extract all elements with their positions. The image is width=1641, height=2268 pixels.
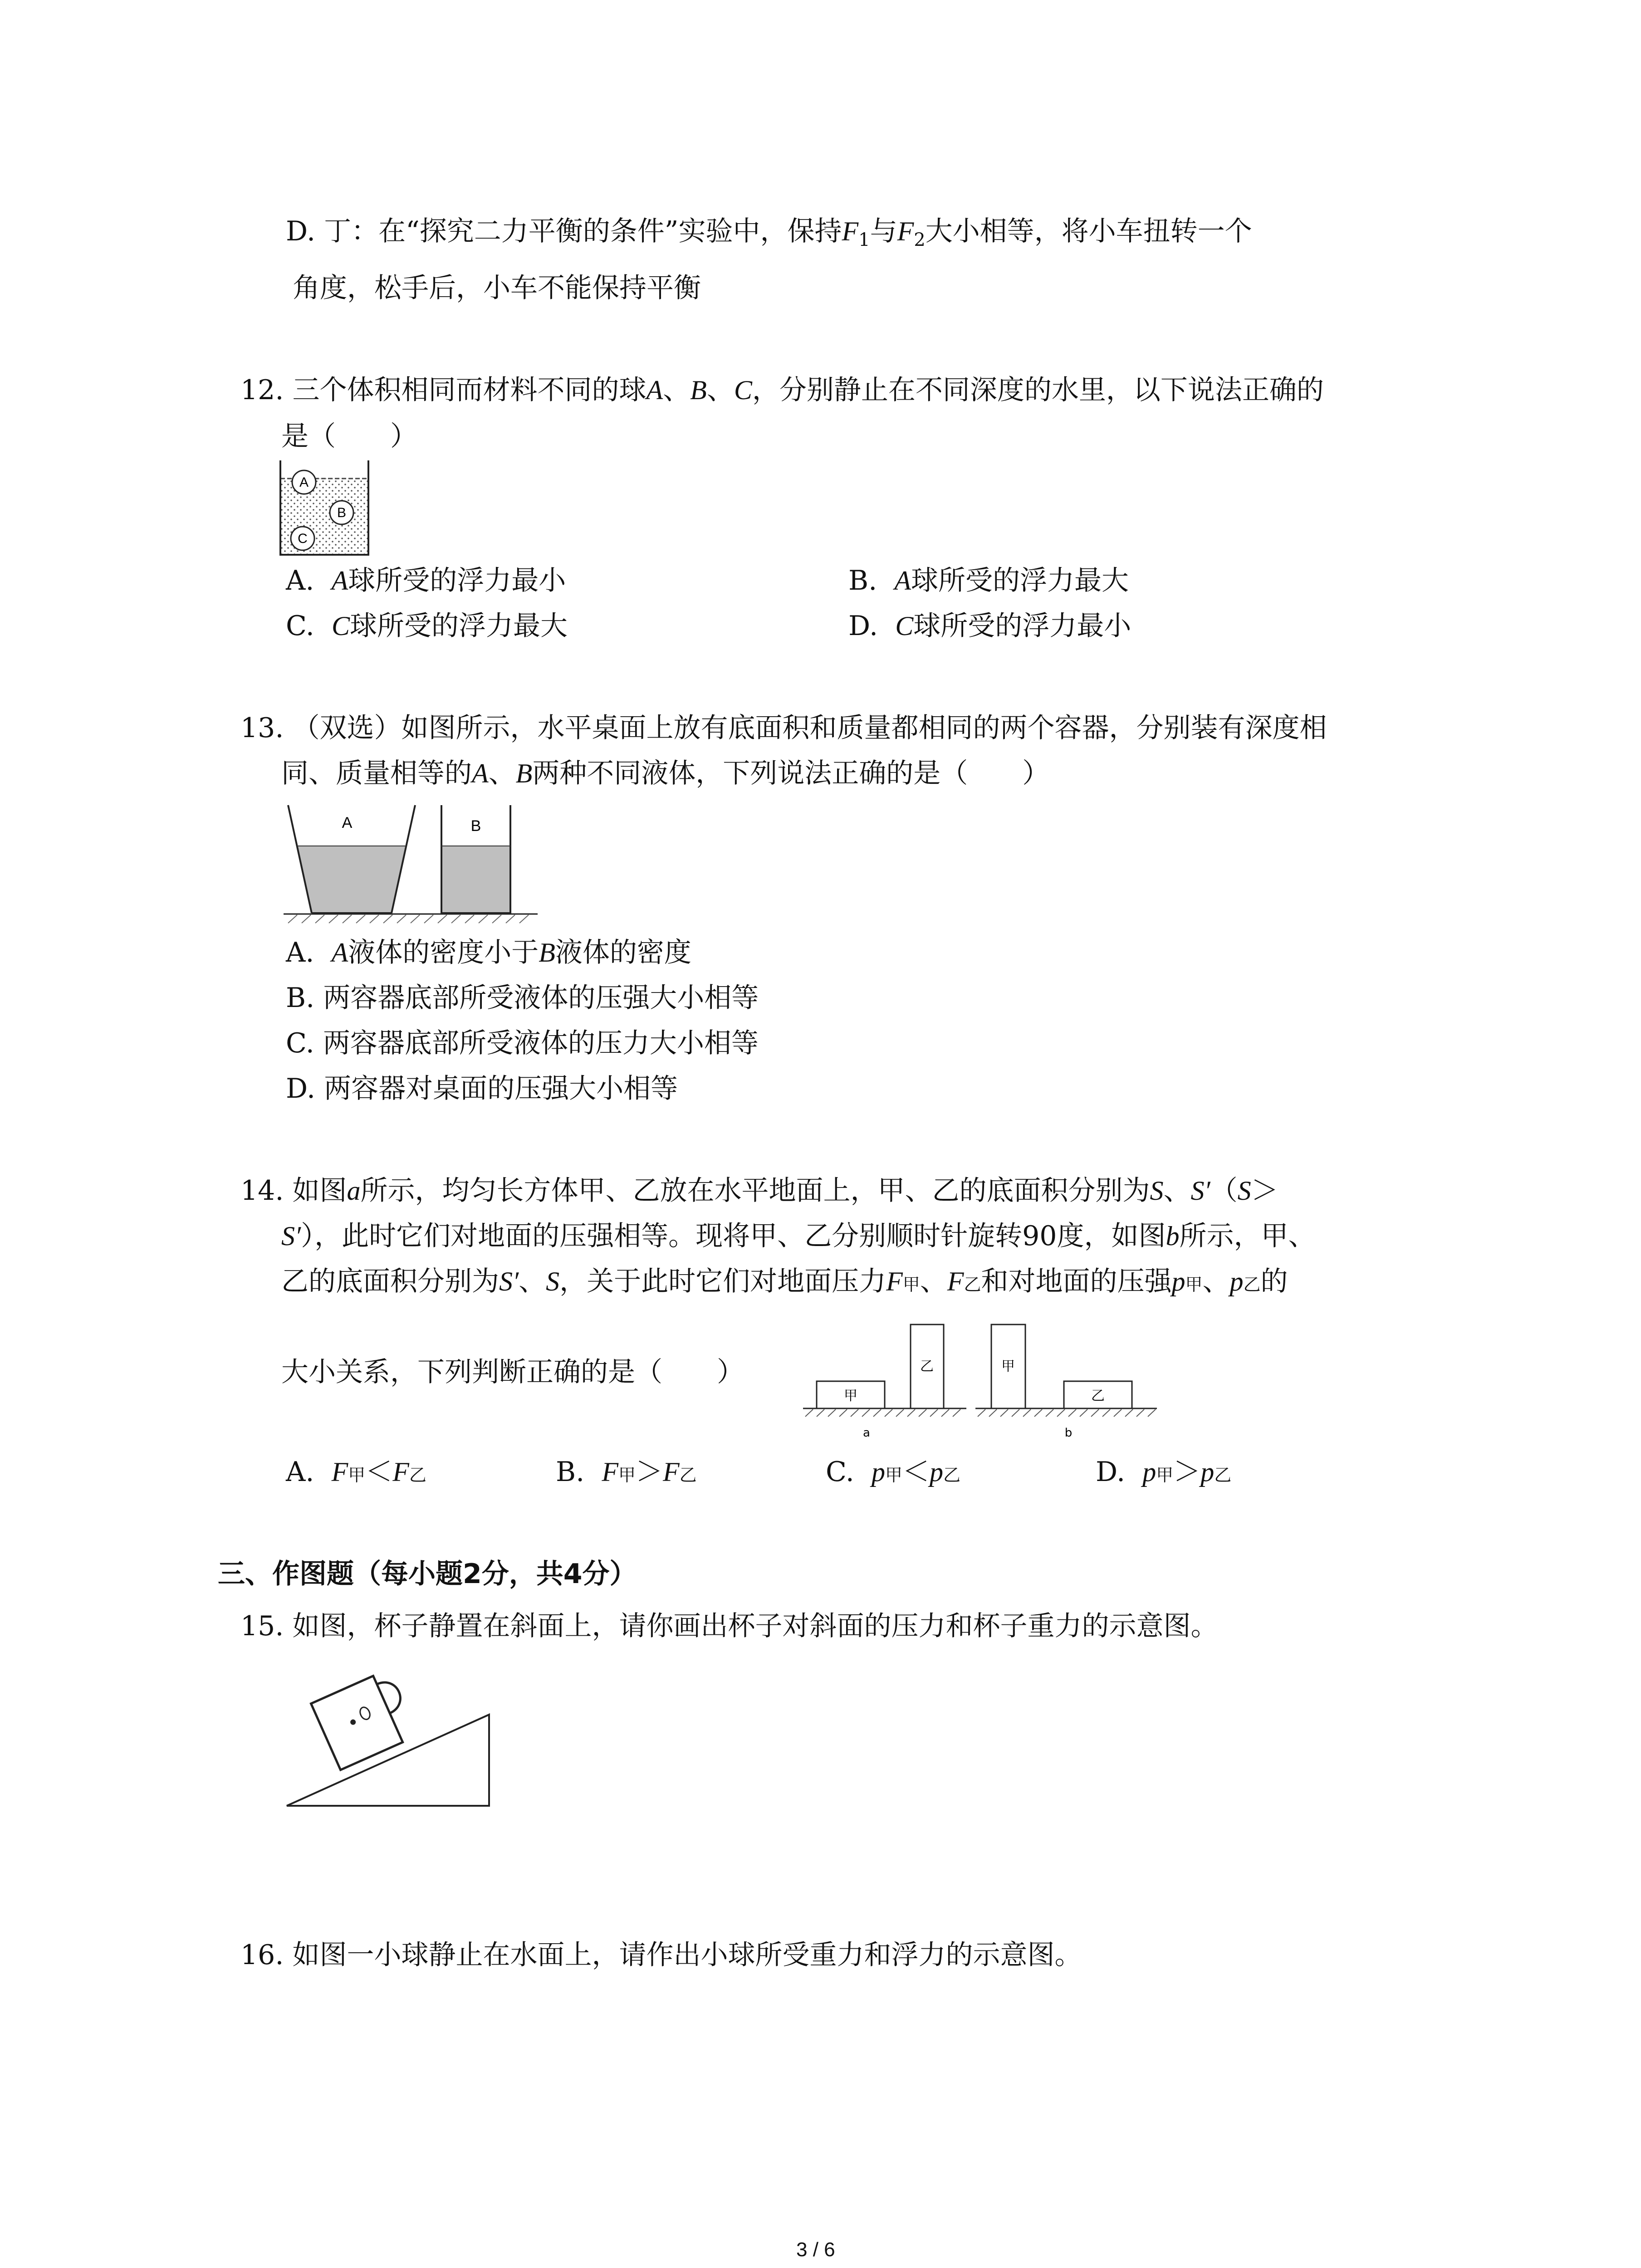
var-p: p <box>1142 1457 1156 1487</box>
var-a: A <box>331 938 348 968</box>
opt-var: C <box>895 611 914 641</box>
opt-letter: A. <box>286 1456 314 1488</box>
var-f: F <box>602 1457 618 1487</box>
q14-option-d <box>1096 1454 1231 1493</box>
var-b: B <box>690 375 707 405</box>
relation: ＜ <box>365 1456 393 1488</box>
q14-text: 所示，甲、 <box>1179 1220 1316 1252</box>
var-s: S <box>1150 1176 1164 1206</box>
q12-option-b <box>848 562 1129 599</box>
q12-stem-a: 三个体积相同而材料不同的球 <box>292 374 647 406</box>
q13-option-a <box>286 934 691 971</box>
q13-number: 13. <box>240 712 284 744</box>
sub-yi: 乙 <box>943 1465 961 1485</box>
sub-jia: 甲 <box>1156 1465 1174 1485</box>
block-jia-b-label: 甲 <box>1001 1359 1015 1374</box>
q14-text: 的 <box>1260 1266 1288 1297</box>
opt-var: A <box>331 566 348 596</box>
q14-number: 14. <box>240 1175 284 1207</box>
sep: 、 <box>920 1266 947 1297</box>
var-b: B <box>515 758 533 788</box>
relation: ＜ <box>902 1456 930 1488</box>
opt-letter: A. <box>286 937 314 968</box>
var-a: a <box>347 1176 361 1206</box>
var-f: F <box>663 1457 680 1487</box>
opt-text: 液体的密度小于 <box>348 937 539 968</box>
sub-yi: 乙 <box>1243 1275 1261 1295</box>
var-sp: S′ <box>1190 1176 1210 1206</box>
var-b: b <box>1166 1221 1180 1251</box>
var-p: p <box>1230 1266 1244 1296</box>
var-c: C <box>734 375 752 405</box>
q14-option-b <box>556 1454 697 1493</box>
liquid-a <box>297 846 406 913</box>
sub-jia: 甲 <box>1185 1275 1203 1295</box>
q15-figure-cup-on-incline <box>281 1662 495 1812</box>
opt-text: 球所受的浮力最大 <box>911 565 1129 596</box>
block-yi-b-label: 乙 <box>1091 1388 1105 1404</box>
opt-letter: A. <box>286 565 314 596</box>
var-f: F <box>947 1266 964 1296</box>
sep: 、 <box>1202 1266 1230 1297</box>
q14-option-c <box>826 1454 960 1493</box>
q12-number: 12. <box>240 374 284 406</box>
q14-text: 和对地面的压强 <box>981 1266 1172 1297</box>
opt-var: C <box>332 611 350 641</box>
sep: 、 <box>488 758 516 789</box>
opt-var: A <box>894 566 911 596</box>
q14-text: 乙的底面积分别为 <box>281 1266 499 1297</box>
q11-optd-text2: 大小相等，将小车扭转一个 <box>925 215 1252 247</box>
q13-stem-line1 <box>240 710 1327 746</box>
ball-b-label: B <box>337 505 347 520</box>
q12-option-d <box>848 608 1131 644</box>
q12-stem-b: ，分别静止在不同深度的水里，以下说法正确的 <box>752 374 1324 406</box>
q14-text: （ <box>1210 1175 1238 1207</box>
opt-letter: B. <box>556 1456 585 1488</box>
sep: 、 <box>519 1266 546 1297</box>
q15-stem <box>240 1608 1218 1644</box>
sep: 、 <box>706 374 734 406</box>
q14-text: ＞ <box>1251 1175 1279 1207</box>
q12-stem-line1 <box>240 372 1324 408</box>
sub-yi: 乙 <box>1214 1465 1232 1485</box>
q14-text: ） <box>301 1220 315 1252</box>
sep: 、 <box>663 374 691 406</box>
q14-text: ，此时它们对地面的压强相等。现将甲、乙分别顺时针旋转 <box>314 1220 1023 1252</box>
q16-number: 16. <box>240 1939 284 1971</box>
sub-jia: 甲 <box>348 1465 366 1485</box>
q14-text: 度，如图 <box>1057 1220 1166 1252</box>
var-sp: S′ <box>281 1221 301 1251</box>
sub-yi: 乙 <box>409 1465 426 1485</box>
var-f1: F <box>842 216 859 246</box>
sub-jia: 甲 <box>885 1465 903 1485</box>
var-p: p <box>1200 1457 1215 1487</box>
block-jia-a-label: 甲 <box>844 1388 857 1404</box>
var-f: F <box>331 1457 348 1487</box>
sub-1: 1 <box>858 230 870 250</box>
var-p: p <box>930 1457 944 1487</box>
container-a-label: A <box>342 814 353 831</box>
q14-deg: 90 <box>1022 1220 1057 1252</box>
container-b-label: B <box>470 817 481 835</box>
opt-letter: B. <box>848 565 877 596</box>
q13-stem-line1-text: （双选）如图所示，水平桌面上放有底面积和质量都相同的两个容器，分别装有深度相 <box>292 712 1327 744</box>
var-b: B <box>539 938 555 968</box>
sub-yi: 乙 <box>679 1465 697 1485</box>
opt-text: 球所受的浮力最小 <box>913 610 1132 642</box>
q14-text: ，关于此时它们对地面压力 <box>559 1266 887 1297</box>
q16-stem <box>240 1937 1082 1973</box>
var-sp: S′ <box>499 1266 519 1296</box>
figure-b-label: b <box>1064 1426 1073 1440</box>
ball-c-label: C <box>298 531 308 546</box>
var-f: F <box>392 1457 409 1487</box>
var-a: A <box>472 758 489 788</box>
q14-text: 如图 <box>292 1175 347 1207</box>
q13-stem-a: 同、质量相等的 <box>281 758 472 789</box>
q11-option-d-line1 <box>286 213 1252 258</box>
var-p: p <box>1171 1266 1185 1296</box>
q12-option-a <box>286 562 566 599</box>
block-yi-a-label: 乙 <box>920 1359 934 1374</box>
q13-stem-line2 <box>281 755 1049 792</box>
page-number: 3 / 6 <box>796 2239 835 2261</box>
opt-letter: C. <box>826 1456 854 1488</box>
var-s: S <box>1237 1176 1251 1206</box>
relation: ＞ <box>636 1456 663 1488</box>
opt-text: 液体的密度 <box>555 937 691 968</box>
q14-line1 <box>240 1173 1279 1209</box>
opt-text: 球所受的浮力最大 <box>350 610 568 642</box>
opt-text: 球所受的浮力最小 <box>348 565 566 596</box>
var-p: p <box>872 1457 885 1487</box>
q16-text: 如图一小球静止在水面上，请作出小球所受重力和浮力的示意图。 <box>292 1939 1082 1971</box>
q15-number: 15. <box>240 1610 284 1642</box>
sub-jia: 甲 <box>902 1275 920 1295</box>
q11-option-d-line2: 角度，松手后，小车不能保持平衡 <box>293 272 701 304</box>
q14-line3 <box>281 1263 1288 1303</box>
opt-letter: D. <box>848 610 878 642</box>
q13-option-c: C. 两容器底部所受液体的压力大小相等 <box>286 1027 759 1059</box>
q12-stem-line2: 是（ ） <box>281 420 417 452</box>
var-f: F <box>886 1266 903 1296</box>
q13-stem-b: 两种不同液体，下列说法正确的是（ ） <box>532 758 1050 789</box>
q11-optd-text1: D. 丁：在“探究二力平衡的条件”实验中，保持 <box>286 215 842 247</box>
var-a: A <box>646 375 663 405</box>
q14-option-a <box>286 1454 426 1493</box>
var-s: S <box>546 1266 560 1296</box>
opt-letter: C. <box>286 610 314 642</box>
section-3-title: 三、作图题（每小题2分，共4分） <box>218 1558 637 1590</box>
q12-option-c <box>286 608 568 644</box>
q11-optd-mid: 与 <box>870 215 897 247</box>
q14-text: 所示，均匀长方体甲、乙放在水平地面上，甲、乙的底面积分别为 <box>360 1175 1150 1207</box>
relation: ＞ <box>1173 1456 1201 1488</box>
sub-yi: 乙 <box>964 1275 981 1295</box>
sub-2: 2 <box>914 230 926 250</box>
q13-option-d: D. 两容器对桌面的压强大小相等 <box>286 1073 678 1105</box>
liquid-b <box>441 846 510 913</box>
q12-figure-container-balls <box>277 460 372 558</box>
opt-letter: D. <box>1096 1456 1126 1488</box>
sep: 、 <box>1163 1175 1191 1207</box>
q13-option-b: B. 两容器底部所受液体的压强大小相等 <box>286 982 759 1014</box>
ball-a-label: A <box>299 475 309 490</box>
sub-jia: 甲 <box>618 1465 636 1485</box>
q14-figure-blocks <box>803 1318 1161 1449</box>
var-f2: F <box>897 216 914 246</box>
q14-line2 <box>281 1218 1315 1254</box>
q15-text: 如图，杯子静置在斜面上，请你画出杯子对斜面的压力和杯子重力的示意图。 <box>292 1610 1218 1642</box>
figure-a-label: a <box>863 1426 870 1440</box>
q14-line4: 大小关系，下列判断正确的是（ ） <box>281 1356 744 1388</box>
q13-figure-containers <box>284 803 538 925</box>
